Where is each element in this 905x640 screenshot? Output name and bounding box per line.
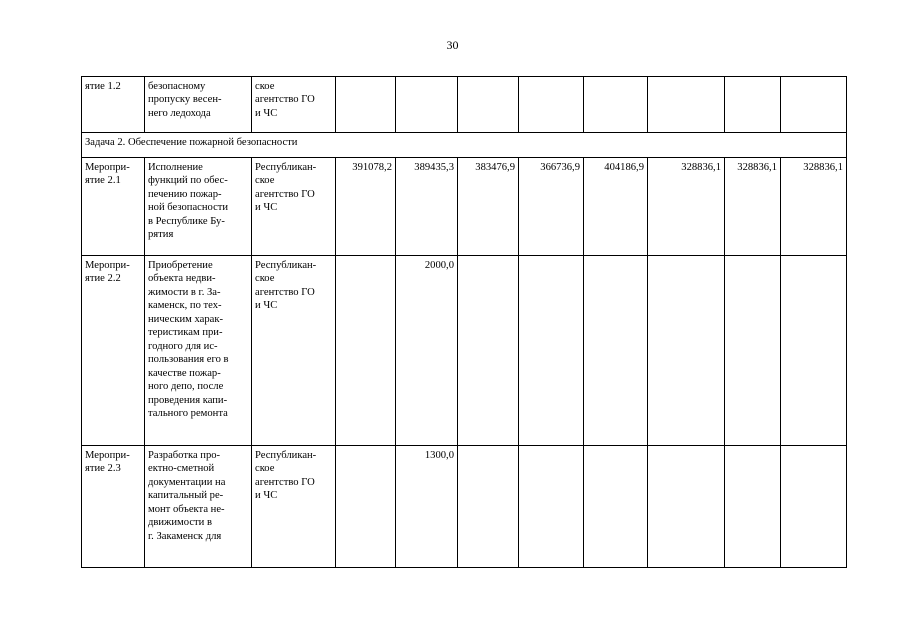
- cell-executor: [252, 256, 336, 446]
- executor-line: агентство ГО: [255, 286, 315, 298]
- executor-line: ское: [255, 463, 275, 475]
- name-line: движимости в: [148, 517, 212, 529]
- value-cell: [725, 446, 781, 568]
- value-cell: 404186,9: [584, 158, 648, 256]
- cell-name: [145, 446, 252, 568]
- cell-name: [145, 256, 252, 446]
- name-line: капитальный ре-: [148, 490, 224, 502]
- code-line: ятие 2.1: [85, 175, 121, 187]
- task-heading: Задача 2. Обеспечение пожарной безопасности: [82, 133, 847, 158]
- name-line: ной безопасности: [148, 202, 229, 214]
- cell-code: [82, 256, 145, 446]
- name-line: Приобретение: [148, 260, 213, 271]
- name-line: объекта недви-: [148, 273, 216, 285]
- value-cell: [781, 446, 847, 568]
- cell-code: [82, 77, 145, 133]
- executor-line: ское: [255, 175, 275, 187]
- name-line: рятия: [148, 229, 174, 241]
- value-cell: [725, 256, 781, 446]
- value-cell: 328836,1: [648, 158, 725, 256]
- value-cell: [458, 256, 519, 446]
- name-line: ническим харак-: [148, 313, 224, 325]
- executor-line: Республикан-: [255, 450, 317, 461]
- value-cell: [725, 77, 781, 133]
- value-cell: [584, 256, 648, 446]
- value-cell: [584, 446, 648, 568]
- cell-name: [145, 77, 252, 133]
- name-line: жимости в г. За-: [148, 286, 221, 298]
- executor-line: Республикан-: [255, 260, 317, 271]
- executor-line: и ЧС: [255, 300, 278, 312]
- name-line: проведения капи-: [148, 394, 228, 406]
- name-line: него ледохода: [148, 107, 211, 119]
- value-cell: [519, 77, 584, 133]
- value-cell: 328836,1: [725, 158, 781, 256]
- value-cell: 2000,0: [396, 256, 458, 446]
- executor-line: Республикан-: [255, 162, 317, 173]
- value-cell: 389435,3: [396, 158, 458, 256]
- table-row: [82, 446, 847, 568]
- page-number: 30: [446, 38, 459, 52]
- name-line: годного для ис-: [148, 340, 218, 352]
- value-cell: [458, 446, 519, 568]
- name-line: безопасному: [148, 81, 206, 92]
- name-line: качестве пожар-: [148, 367, 221, 379]
- cell-executor: [252, 158, 336, 256]
- program-table: [81, 76, 847, 568]
- name-line: в Республике Бу-: [148, 215, 225, 227]
- value-cell: 328836,1: [781, 158, 847, 256]
- value-cell: [519, 446, 584, 568]
- executor-line: и ЧС: [255, 202, 278, 214]
- code-line: Меропри-: [85, 450, 130, 461]
- name-line: ного депо, после: [148, 381, 224, 393]
- code-line: Меропри-: [85, 162, 130, 173]
- value-cell: [458, 77, 519, 133]
- value-cell: [781, 77, 847, 133]
- executor-line: агентство ГО: [255, 188, 315, 200]
- executor-line: и ЧС: [255, 490, 278, 502]
- value-cell: 1300,0: [396, 446, 458, 568]
- executor-line: агентство ГО: [255, 476, 315, 488]
- code-line: Меропри-: [85, 260, 130, 271]
- value-cell: [336, 446, 396, 568]
- value-cell: [519, 256, 584, 446]
- value-cell: [584, 77, 648, 133]
- value-cell: 391078,2: [336, 158, 396, 256]
- name-line: ектно-сметной: [148, 463, 215, 475]
- name-line: Разработка про-: [148, 450, 221, 461]
- value-cell: [648, 77, 725, 133]
- value-cell: [336, 77, 396, 133]
- table-row: [82, 256, 847, 446]
- name-line: Исполнение: [148, 162, 203, 173]
- name-line: функций по обес-: [148, 175, 228, 187]
- code-line: ятие 1.2: [85, 81, 121, 92]
- name-line: теристикам при-: [148, 327, 223, 339]
- name-line: тального ремонта: [148, 407, 228, 419]
- table-row: [82, 77, 847, 133]
- cell-code: [82, 158, 145, 256]
- table-row: [82, 158, 847, 256]
- value-cell: [336, 256, 396, 446]
- value-cell: [396, 77, 458, 133]
- name-line: пропуску весен-: [148, 94, 222, 106]
- cell-executor: [252, 77, 336, 133]
- code-line: ятие 2.3: [85, 463, 121, 475]
- cell-executor: [252, 446, 336, 568]
- name-line: печению пожар-: [148, 188, 222, 200]
- executor-line: ское: [255, 81, 275, 92]
- name-line: каменск, по тех-: [148, 300, 222, 312]
- cell-name: [145, 158, 252, 256]
- name-line: документации на: [148, 476, 226, 488]
- value-cell: 366736,9: [519, 158, 584, 256]
- name-line: монт объекта не-: [148, 503, 225, 515]
- value-cell: 383476,9: [458, 158, 519, 256]
- value-cell: [648, 446, 725, 568]
- value-cell: [648, 256, 725, 446]
- executor-line: агентство ГО: [255, 94, 315, 106]
- value-cell: [781, 256, 847, 446]
- executor-line: ское: [255, 273, 275, 285]
- executor-line: и ЧС: [255, 107, 278, 119]
- code-line: ятие 2.2: [85, 273, 121, 285]
- cell-code: [82, 446, 145, 568]
- task-row: [82, 133, 847, 158]
- name-line: г. Закаменск для: [148, 530, 222, 542]
- name-line: пользования его в: [148, 354, 229, 366]
